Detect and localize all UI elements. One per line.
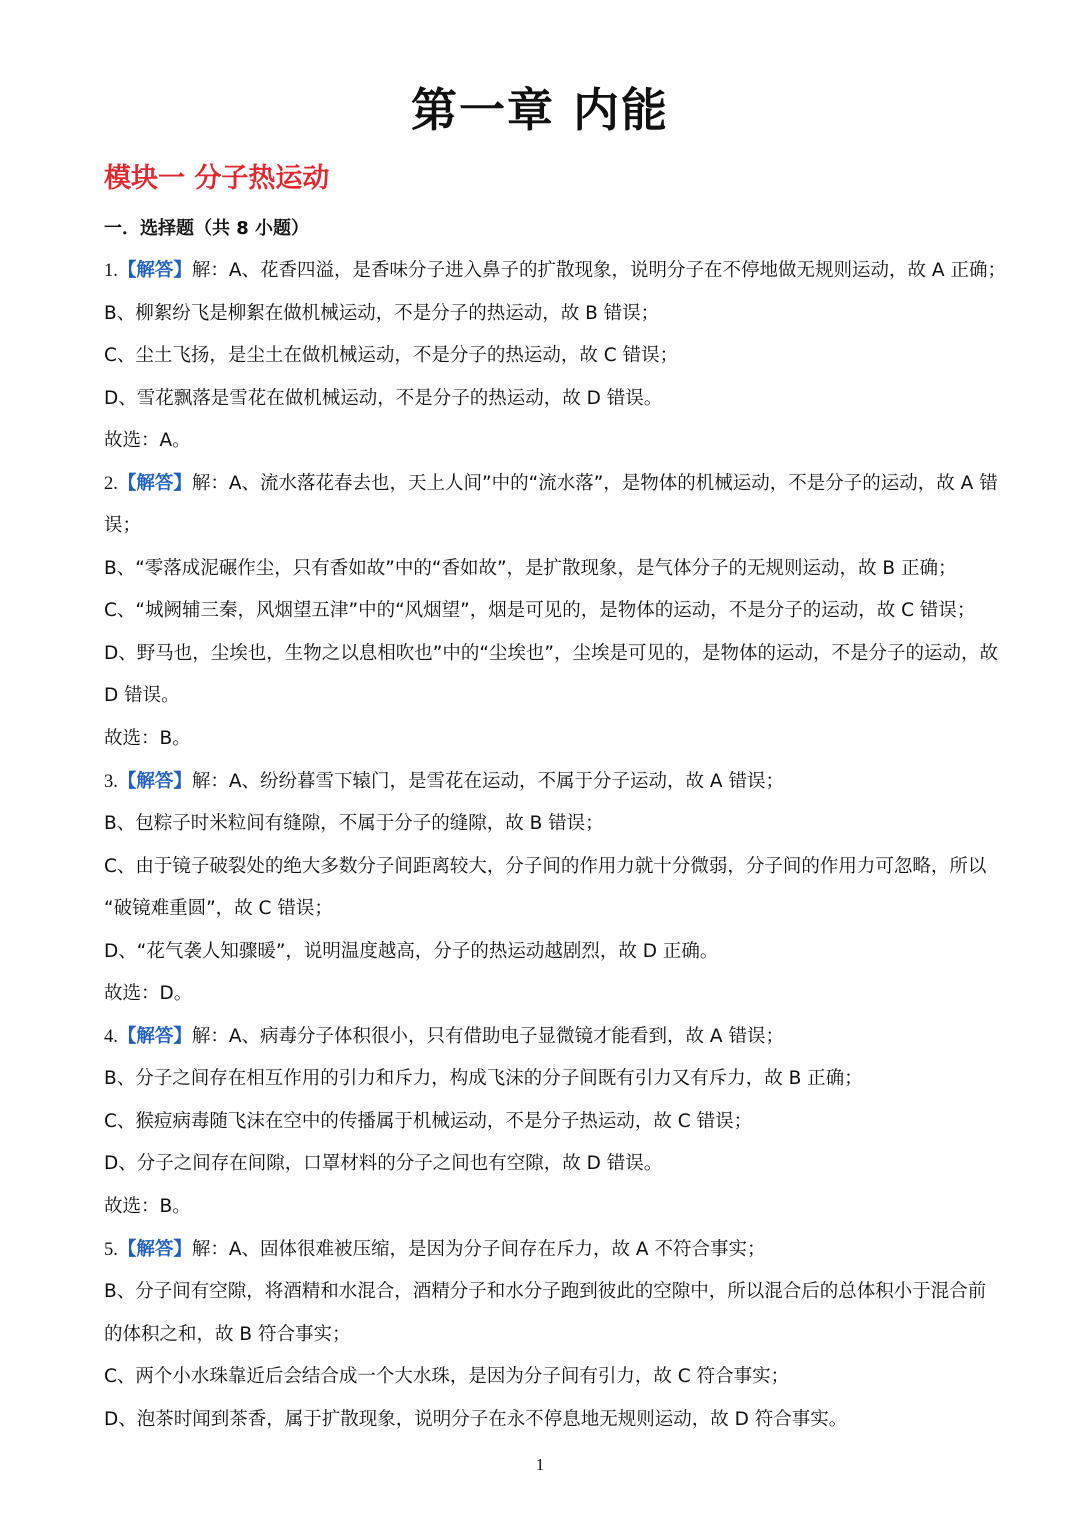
answer-text: D、雪花飘落是雪花在做机械运动，不是分子的热运动，故 D 错误。 — [104, 387, 663, 409]
question-number: 4. — [104, 1026, 118, 1047]
answer-text: 的体积之和，故 B 符合事实； — [104, 1323, 351, 1345]
answer-line — [104, 1275, 1019, 1318]
answer-line — [104, 1233, 1019, 1276]
answer-line — [104, 339, 1019, 382]
answer-text: 误； — [104, 515, 142, 537]
answer-line — [104, 1020, 1019, 1063]
answer-line — [104, 424, 1019, 467]
answer-line — [104, 552, 1019, 595]
answer-text: 故选：B。 — [104, 728, 191, 750]
answer-line — [104, 509, 1019, 552]
answer-text: C、两个小水珠靠近后会结合成一个大水珠，是因为分子间有引力，故 C 符合事实； — [104, 1366, 790, 1388]
answer-text: C、尘土飞扬，是尘土在做机械运动，不是分子的热运动，故 C 错误； — [104, 345, 679, 367]
answer-line — [104, 807, 1019, 850]
answer-text: 解：A、病毒分子体积很小，只有借助电子显微镜才能看到，故 A 错误； — [191, 1025, 784, 1047]
question-number: 3. — [104, 771, 118, 792]
answer-text: D、分子之间存在间隙，口罩材料的分子之间也有空隙，故 D 错误。 — [104, 1153, 663, 1175]
answer-text: “破镜难重圆”，故 C 错误； — [104, 898, 333, 920]
answer-text: 解：A、纷纷暮雪下辕门，是雪花在运动，不属于分子运动，故 A 错误； — [191, 770, 784, 792]
answer-line — [104, 1318, 1019, 1361]
answer-text: C、“城阙辅三秦，风烟望五津”中的“风烟望”，烟是可见的，是物体的运动，不是分子的运动，故 C 错误； — [104, 600, 976, 622]
answer-tag: 【解答】 — [117, 260, 192, 281]
answer-text: 解：A、花香四溢，是香味分子进入鼻子的扩散现象，说明分子在不停地做无规则运动，故 A 正确； — [191, 260, 1006, 281]
page-number: 1 — [535, 1455, 545, 1474]
answer-lines — [104, 254, 1019, 1445]
answer-text: B、“零落成泥碾作尘，只有香如故”中的“香如故”，是扩散现象，是气体分子的无规则运动，故 B 正确； — [104, 557, 957, 579]
answer-tag: 【解答】 — [117, 472, 192, 494]
answer-line — [104, 467, 1019, 510]
answer-text: B、分子间有空隙，将酒精和水混合，酒精分子和水分子跑到彼此的空隙中，所以混合后的总体积小于混合前 — [104, 1281, 987, 1303]
question-type-heading: 一．选择题（共 8 小题） — [104, 218, 310, 239]
answer-line — [104, 382, 1019, 425]
answer-line — [104, 1147, 1019, 1190]
answer-line — [104, 679, 1019, 722]
answer-text: B、包粽子时米粒间有缝隙，不属于分子的缝隙，故 B 错误； — [104, 813, 604, 835]
answer-line — [104, 1105, 1019, 1148]
answer-text: C、由于镜子破裂处的绝大多数分子间距离较大，分子间的作用力就十分微弱，分子间的作用力可忽略，所以 — [104, 855, 987, 877]
question-number: 1. — [104, 261, 118, 281]
answer-text: D、野马也，尘埃也，生物之以息相吹也”中的“尘埃也”，尘埃是可见的，是物体的运动，不是分子的运动，故 — [104, 642, 999, 664]
answer-line — [104, 765, 1019, 808]
answer-tag: 【解答】 — [117, 770, 192, 792]
answer-text: B、分子之间存在相互作用的引力和斥力，构成飞沫的分子间既有引力又有斥力，故 B 正确； — [104, 1068, 863, 1090]
answer-tag: 【解答】 — [117, 1025, 192, 1047]
answer-text: 解：A、流水落花春去也，天上人间”中的“流水落”，是物体的机械运动，不是分子的运动，故 A 错 — [191, 472, 998, 494]
answer-line — [104, 1062, 1019, 1105]
answer-tag: 【解答】 — [117, 1238, 192, 1260]
answer-text: D 错误。 — [104, 685, 180, 707]
chapter-title: 第一章 内能 — [410, 83, 669, 137]
answer-text: 解：A、固体很难被压缩，是因为分子间存在斥力，故 A 不符合事实； — [191, 1238, 766, 1260]
answer-line — [104, 850, 1019, 893]
module-heading: 模块一 分子热运动 — [104, 163, 330, 194]
answer-line — [104, 892, 1019, 935]
answer-text: 故选：D。 — [104, 983, 193, 1005]
question-number: 2. — [104, 473, 118, 494]
answer-line — [104, 722, 1019, 765]
answer-text: 故选：A。 — [104, 430, 191, 452]
answer-line — [104, 637, 1019, 680]
answer-line — [104, 1360, 1019, 1403]
answer-text: 故选：B。 — [104, 1196, 191, 1218]
answer-line — [104, 254, 1019, 297]
question-number: 5. — [104, 1239, 118, 1260]
answer-line — [104, 297, 1019, 340]
answer-text: C、猴痘病毒随飞沫在空中的传播属于机械运动，不是分子热运动，故 C 错误； — [104, 1110, 753, 1132]
answer-line — [104, 977, 1019, 1020]
answer-line — [104, 935, 1019, 978]
answer-text: D、“花气袭人知骤暖”，说明温度越高，分子的热运动越剧烈，故 D 正确。 — [104, 940, 719, 962]
answer-line — [104, 1403, 1019, 1446]
answer-text: D、泡茶时闻到茶香，属于扩散现象，说明分子在永不停息地无规则运动，故 D 符合事实。 — [104, 1408, 848, 1430]
answer-line — [104, 594, 1019, 637]
answer-text: B、柳絮纷飞是柳絮在做机械运动，不是分子的热运动，故 B 错误； — [104, 302, 660, 324]
answer-line — [104, 1190, 1019, 1233]
